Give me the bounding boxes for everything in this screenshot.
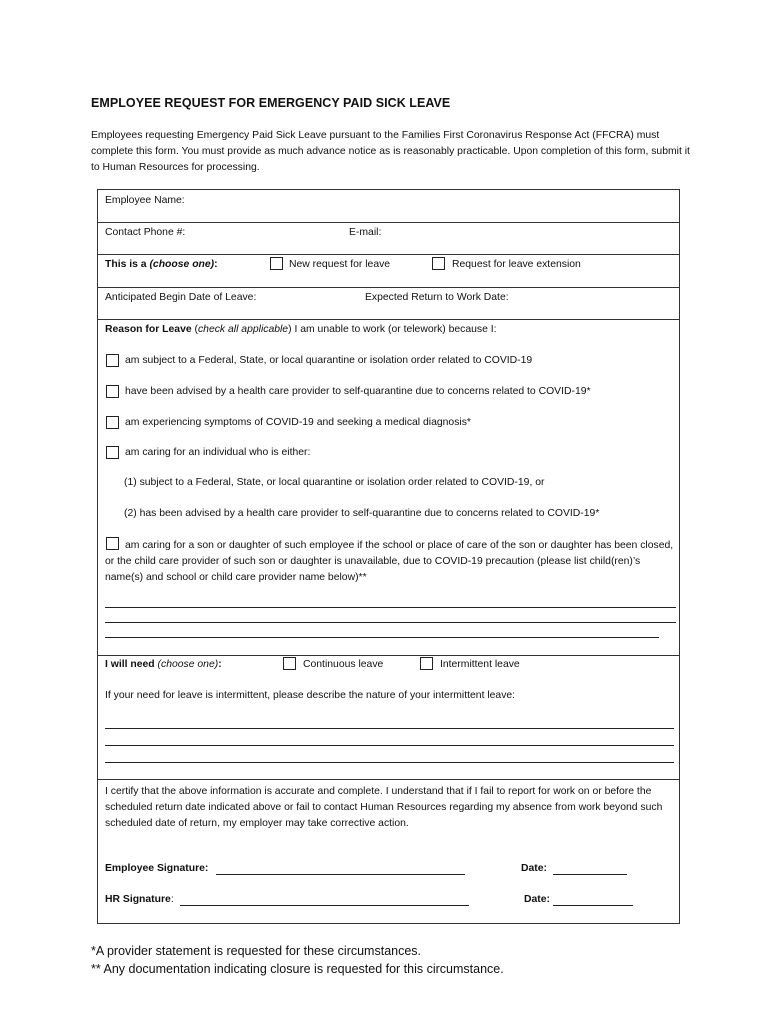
intermittent-label: Intermittent leave bbox=[440, 659, 520, 670]
reason-3-checkbox[interactable] bbox=[106, 416, 119, 429]
employee-date-label: Date: bbox=[521, 863, 547, 874]
children-line-1[interactable] bbox=[105, 607, 676, 608]
reason-4-label: am caring for an individual who is either: bbox=[125, 447, 311, 458]
reason-4-checkbox[interactable] bbox=[106, 446, 119, 459]
new-request-label: New request for leave bbox=[289, 259, 391, 270]
hr-signature-line[interactable] bbox=[180, 905, 469, 906]
dates-row bbox=[98, 287, 679, 320]
form-title: EMPLOYEE REQUEST FOR EMERGENCY PAID SICK LEAVE bbox=[91, 96, 451, 110]
extension-label: Request for leave extension bbox=[452, 259, 581, 270]
return-date-label[interactable]: Expected Return to Work Date: bbox=[365, 292, 509, 303]
continuous-checkbox[interactable] bbox=[283, 657, 296, 670]
new-request-checkbox[interactable] bbox=[270, 257, 283, 270]
request-type-row bbox=[98, 254, 679, 288]
children-line-2[interactable] bbox=[105, 622, 676, 623]
email-label[interactable]: E-mail: bbox=[349, 227, 382, 238]
need-section bbox=[98, 655, 679, 780]
intermittent-line-2[interactable] bbox=[105, 745, 674, 746]
contact-row bbox=[98, 222, 679, 255]
footnote-documentation: ** Any documentation indicating closure is requested for this circumstance. bbox=[91, 962, 504, 976]
reason-2-checkbox[interactable] bbox=[106, 385, 119, 398]
intermittent-line-3[interactable] bbox=[105, 762, 674, 763]
employee-signature-label: Employee Signature: bbox=[105, 863, 209, 874]
contact-phone-label[interactable]: Contact Phone #: bbox=[105, 227, 186, 238]
begin-date-label[interactable]: Anticipated Begin Date of Leave: bbox=[105, 292, 257, 303]
hr-date-label: Date: bbox=[524, 894, 550, 905]
continuous-label: Continuous leave bbox=[303, 659, 384, 670]
intro-paragraph: Employees requesting Emergency Paid Sick Leave pursuant to the Families First Coronavirus Response Act (FFCRA) must complete this form. You must provide as much advance notice as is reasonably practicable. Upon completion of this form, submit it to Human Resources for processing. bbox=[91, 130, 690, 173]
employee-name-row[interactable] bbox=[98, 190, 679, 223]
intermittent-checkbox[interactable] bbox=[420, 657, 433, 670]
employee-date-line[interactable] bbox=[553, 874, 627, 875]
intermittent-line-1[interactable] bbox=[105, 728, 674, 729]
request-type-label: This is a (choose one): bbox=[105, 259, 218, 270]
reason-5-label: am caring for a son or daughter of such employee if the school or place of care of the son or daughter has been closed, or the child care provider of such son or daughter is unavailable, due to COVID-19 precaution (please list child(ren)’s name(s) and school or child care provider name below)** bbox=[105, 540, 674, 583]
hr-signature-label: HR Signature: bbox=[105, 894, 174, 905]
request-form bbox=[97, 189, 680, 924]
intermittent-describe-label: If your need for leave is intermittent, please describe the nature of your intermittent leave: bbox=[105, 690, 516, 701]
certification-text: I certify that the above information is accurate and complete. I understand that if I fail to report for work on or before the scheduled return date indicated above or fail to contact Human Resources regarding my absence from work beyond such scheduled date of return, my employer may take corrective action. bbox=[105, 786, 663, 829]
reason-section bbox=[98, 319, 679, 656]
hr-date-line[interactable] bbox=[553, 905, 633, 906]
employee-name-label: Employee Name: bbox=[105, 195, 185, 206]
employee-signature-line[interactable] bbox=[216, 874, 465, 875]
extension-checkbox[interactable] bbox=[432, 257, 445, 270]
children-line-3[interactable] bbox=[105, 637, 659, 638]
reason-3-label: am experiencing symptoms of COVID-19 and seeking a medical diagnosis* bbox=[125, 417, 471, 428]
reason-4-sub-2: (2) has been advised by a health care provider to self-quarantine due to concerns related to COVID-19* bbox=[124, 508, 600, 519]
need-label: I will need (choose one): bbox=[105, 659, 222, 670]
footnote-provider: *A provider statement is requested for these circumstances. bbox=[91, 944, 422, 958]
reason-heading: Reason for Leave (check all applicable) I am unable to work (or telework) because I: bbox=[105, 324, 497, 335]
reason-2-label: have been advised by a health care provider to self-quarantine due to concerns related to COVID-19* bbox=[125, 386, 591, 397]
reason-4-sub-1: (1) subject to a Federal, State, or local quarantine or isolation order related to COVID-19, or bbox=[124, 477, 545, 488]
reason-1-checkbox[interactable] bbox=[106, 354, 119, 367]
reason-1-label: am subject to a Federal, State, or local quarantine or isolation order related to COVID-19 bbox=[125, 355, 533, 366]
